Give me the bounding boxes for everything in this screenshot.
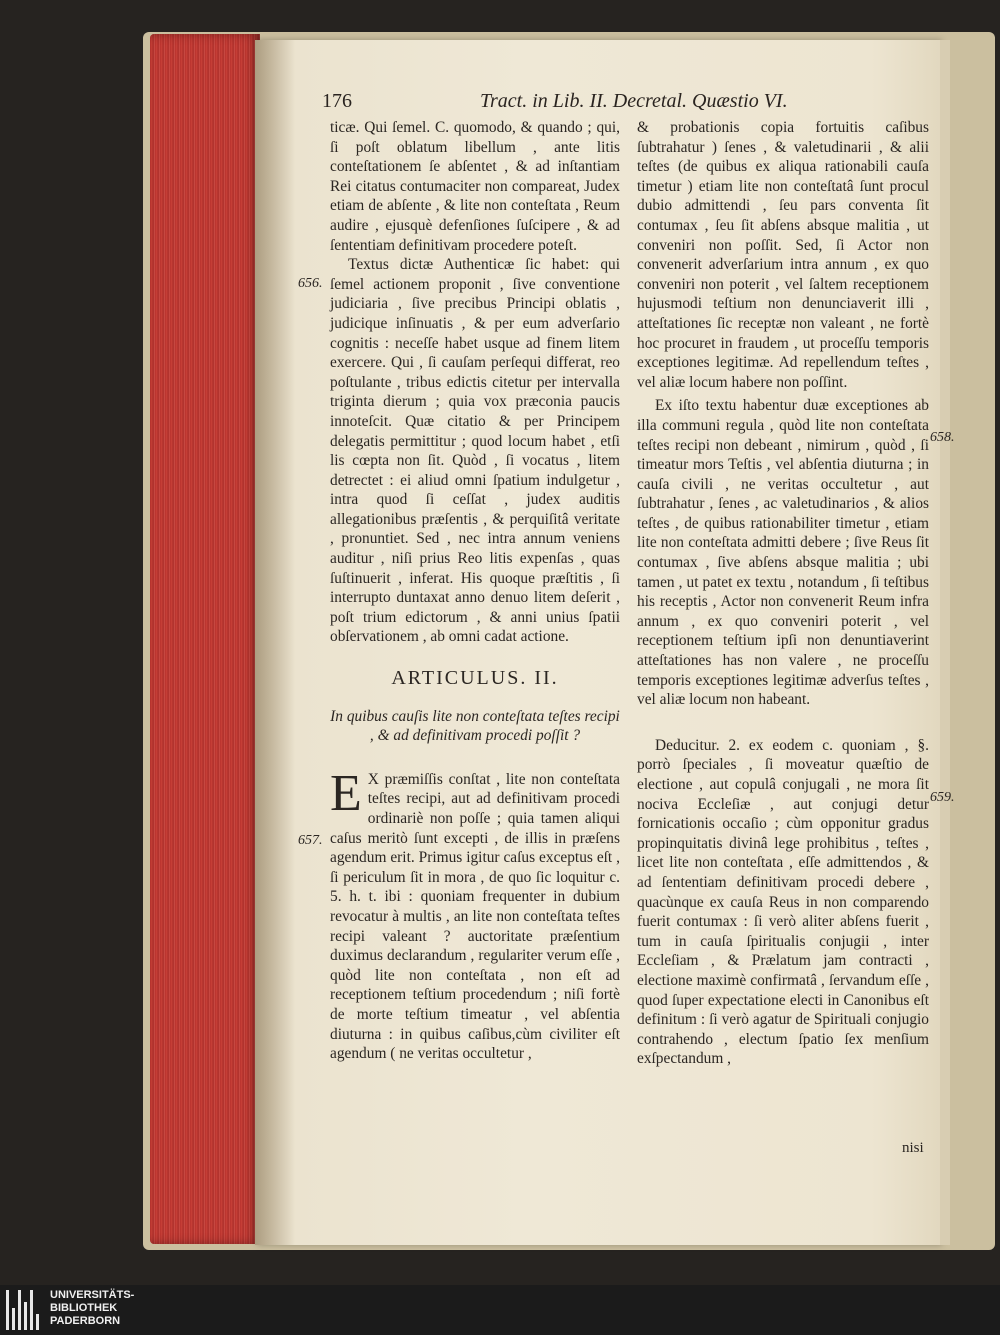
paragraph: ticæ. Qui ſemel. C. quomodo, & quando ; qui, ſi poſt oblatum libellum , ante litis conteſtationem ſe abſentet , & ad inſtantiam Rei citatus contumaciter non comparеat, Judex etiam de abſente , & lite non conteſtata , Reum audire , ejusquè defenſiones ſuſcipere , & ad ſententiam definitivam procedere poteſt. — [330, 119, 620, 254]
margin-number-656: 656. — [298, 276, 323, 291]
article-title: ARTICULUS. II. — [391, 667, 559, 690]
library-logo-icon — [6, 1290, 42, 1330]
paragraph-657 — [330, 764, 620, 1064]
footer-bar — [0, 1285, 1000, 1335]
catchword: nisi — [902, 1140, 924, 1156]
paragraph: & probationis copia fortuitis caſibus ſubtrahatur ) ſenes , & valetudinarii , & alii teſtes (de quibus ex aliqua rationabili cauſa timetur ) etiam lite non conteſtatâ ſunt procul dubio admittendi , ſeu pars conventa ſit contumax , ſeu ſit abſens absque malitia , ut conveniri non poſſit. Sed, ſi Actor non convenerit adverſarium intra annum , ex quo conveniri non poterit , vel ſaltem receptionem hujusmodi teſtium non denunciaverit illi , atteſtationes ſic receptæ non valeant , ne fortè hoc procuret in fraudem , ut proceſſu temporis exceptiones legitimæ. Ad repellendum teſtes , vel aliæ locum habere non poſſint. — [637, 119, 929, 391]
right-column — [637, 118, 929, 1069]
left-column — [330, 118, 620, 1064]
paragraph-657-text: X præmiſſis conſtat , lite non conteſtata teſtes recipi, aut ad definitivam procedi ordinariè non poſſe ; quia tamen aliqui caſus meritò ſunt excepti , de illis in præſens agendum erit. Primus igitur caſus exceptus eſt , ſi periculum ſit in mora , de quo ſic loquitur c. 5. h. t. ibi : quoniam frequenter in dubium revocatur à multis , an lite non conteſtata teſtes recipi valeant ? auctoritate præſentium duximus declarandum , regulariter verum eſſe , quòd lite non conteſtata , non eſt ad receptionem teſtium procedendum ; niſi fortè de morte teſtium timeatur , vel abſentia diuturna : in quibus caſibus,cùm civiliter eſt agendum ( ne veritas occultetur , — [330, 770, 620, 1063]
paragraph-656: Textus dictæ Authenticæ ſic habet: qui ſemel actionem proponit , ſive conventione judiciaria , ſive precibus Principi oblatis , judicique inſinuatis , & per eum adverſario cognitis : neceſſe habet usque ad finem litem exercere. Qui , ſi cauſam perſequi differat, reo poſtulante , tribus edictis citetur per intervalla triginta dierum ; quia vox præconia paucis innoteſcit. Quæ citatio & per Principem delegatis permittitur ; quod locum habet , etſi lis cœpta non ſit. Quòd , ſi vocatus , litem detrectet : ei aliud omni ſpatium indulgetur , intra quod ſi ceſſat , judex auditis allegationibus præſentis , & perquiſitâ veritate , pronuntiet. Sed , nec intra annum veniens auditur , niſi prius Reo litis expenſas , quas ſuſtinuerit , inferat. His quoque præſtitis , ſi interrupto duntaxat anno denuo litem deſerit , poſt trium edictorum , & anni unius ſpatii obſervationem , ab omni cadat actione. — [330, 256, 620, 646]
paragraph-658: Ex iſto textu habentur duæ exceptiones ab illa communi regula , quòd lite non conteſtata teſtes recipi non debeant , nimirum , quòd , ſi timeatur mors Teſtis , vel abſentia diuturna ; in cauſa civili , ne veritas occultetur , aut ſubtrahatur , ſenes , ac valetudinarios , & alios teſtes , de quibus rationabiliter timetur , etiam lite non conteſtata admitti debere ; ſive Reus ſit contumax , ſive abſens absque malitia ; ubi tamen , ut patet ex textu , notandum , ſi teſtibus his receptis , Actor non convenerit Reum infra annum , ex quo conveniri poterit , vel receptionem teſtium ipſi non denuntiaverint atteſtationes has non valere , ne proceſſu temporis exceptiones legitimæ adverſus teſtes , vel aliæ locum non habeant. — [637, 397, 929, 709]
library-name — [50, 1289, 134, 1328]
page-edges-red — [150, 34, 260, 1244]
library-name-line: BIBLIOTHEK — [50, 1302, 118, 1314]
margin-number-657: 657. — [298, 833, 323, 848]
library-name-line: PADERBORN — [50, 1315, 121, 1327]
margin-number-659: 659. — [930, 790, 955, 805]
article-subtitle: In quibus cauſis lite non conteſtata teſtes recipi , & ad definitivam procedi poſſit ? — [330, 707, 620, 745]
library-name-line: UNIVERSITÄTS- — [50, 1289, 135, 1301]
running-head: Tract. in Lib. II. Decretal. Quæstio VI. — [480, 90, 788, 112]
page-number: 176 — [322, 90, 352, 112]
page-right-edge — [940, 40, 950, 1245]
paragraph-659: Deducitur. 2. ex eodem c. quoniam , §. porrò ſpeciales , ſi moveatur quæſtio de electione , aut copulâ conjugali , ne mora ſit nociva Eccleſiæ , aut conjugi detur fornicationis occaſio ; cùm opponitur gradus propinquitatis divinâ lege prohibitus , teſtes , licet lite non conteſtata , eſſe admittendos , & ad ſententiam definitivam procedi debere , quacùnque ex cauſa Reus in non comparendo fuerit contumax : ſi verò aliter abſens fuerit , tum in cauſa ſpiritualis conjugii , inter Eccleſiam , & Prælatum jam contracti , electione maximè confirmatâ , ſervandum eſſe , quod ſuper expectatione electi in Canonibus eſt definitum : ſi verò agatur de Spirituali conjugio contrahendo , electum ſpatio ſex menſium exſpectandum , — [637, 736, 929, 1068]
drop-capital: E — [330, 764, 362, 822]
gutter-shadow — [255, 40, 295, 1245]
margin-number-658: 658. — [930, 430, 955, 445]
